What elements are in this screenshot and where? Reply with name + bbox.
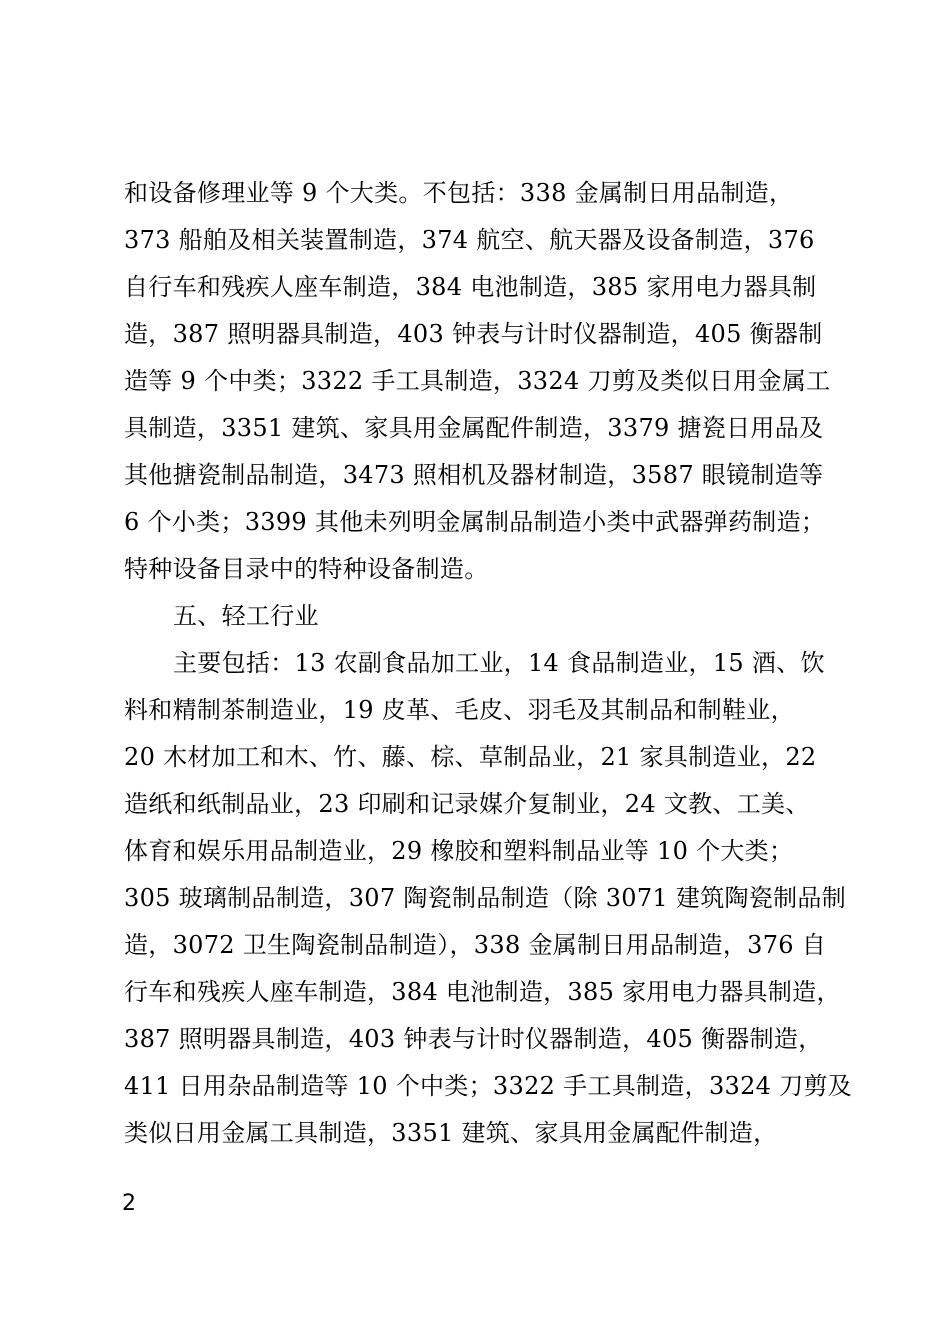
text-line: 主要包括：13 农副食品加工业，14 食品制造业，15 酒、饮: [173, 649, 825, 677]
text-line: 其他搪瓷制品制造，3473 照相机及器材制造，3587 眼镜制造等: [124, 461, 824, 489]
text-line: 造纸和纸制品业，23 印刷和记录媒介复制业，24 文教、工美、: [124, 790, 810, 818]
text-line: 和设备修理业等 9 个大类。不包括：338 金属制日用品制造，: [124, 179, 794, 207]
text-line: 具制造，3351 建筑、家具用金属配件制造，3379 搪瓷日用品及: [124, 414, 824, 442]
text-line: 387 照明器具制造，403 钟表与计时仪器制造，405 衡器制造，: [124, 1025, 823, 1053]
text-line: 自行车和残疾人座车制造，384 电池制造，385 家用电力器具制: [124, 273, 817, 301]
text-line: 411 日用杂品制造等 10 个中类；3322 手工具制造，3324 刀剪及: [124, 1072, 853, 1100]
section-heading: 五、轻工行业: [173, 602, 319, 630]
text-line: 类似日用金属工具制造，3351 建筑、家具用金属配件制造，: [124, 1119, 778, 1147]
text-line: 特种设备目录中的特种设备制造。: [124, 555, 489, 583]
text-line: 体育和娱乐用品制造业，29 橡胶和塑料制品业等 10 个大类；: [124, 837, 794, 865]
text-line: 6 个小类；3399 其他未列明金属制品制造小类中武器弹药制造；: [124, 508, 826, 536]
text-line: 行车和残疾人座车制造，384 电池制造，385 家用电力器具制造，: [124, 978, 841, 1006]
text-line: 造等 9 个中类；3322 手工具制造，3324 刀剪及类似日用金属工: [124, 367, 831, 395]
text-line: 305 玻璃制品制造，307 陶瓷制品制造（除 3071 建筑陶瓷制品制: [124, 884, 847, 912]
text-line: 造，3072 卫生陶瓷制品制造），338 金属制日用品制造，376 自: [124, 931, 827, 959]
text-line: 造，387 照明器具制造，403 钟表与计时仪器制造，405 衡器制: [124, 320, 823, 348]
page-number: 2: [122, 1191, 136, 1216]
text-line: 373 船舶及相关装置制造，374 航空、航天器及设备制造，376: [124, 226, 815, 254]
text-line: 20 木材加工和木、竹、藤、棕、草制品业，21 家具制造业，22: [124, 743, 817, 771]
text-line: 料和精制茶制造业，19 皮革、毛皮、羽毛及其制品和制鞋业，: [124, 696, 795, 724]
